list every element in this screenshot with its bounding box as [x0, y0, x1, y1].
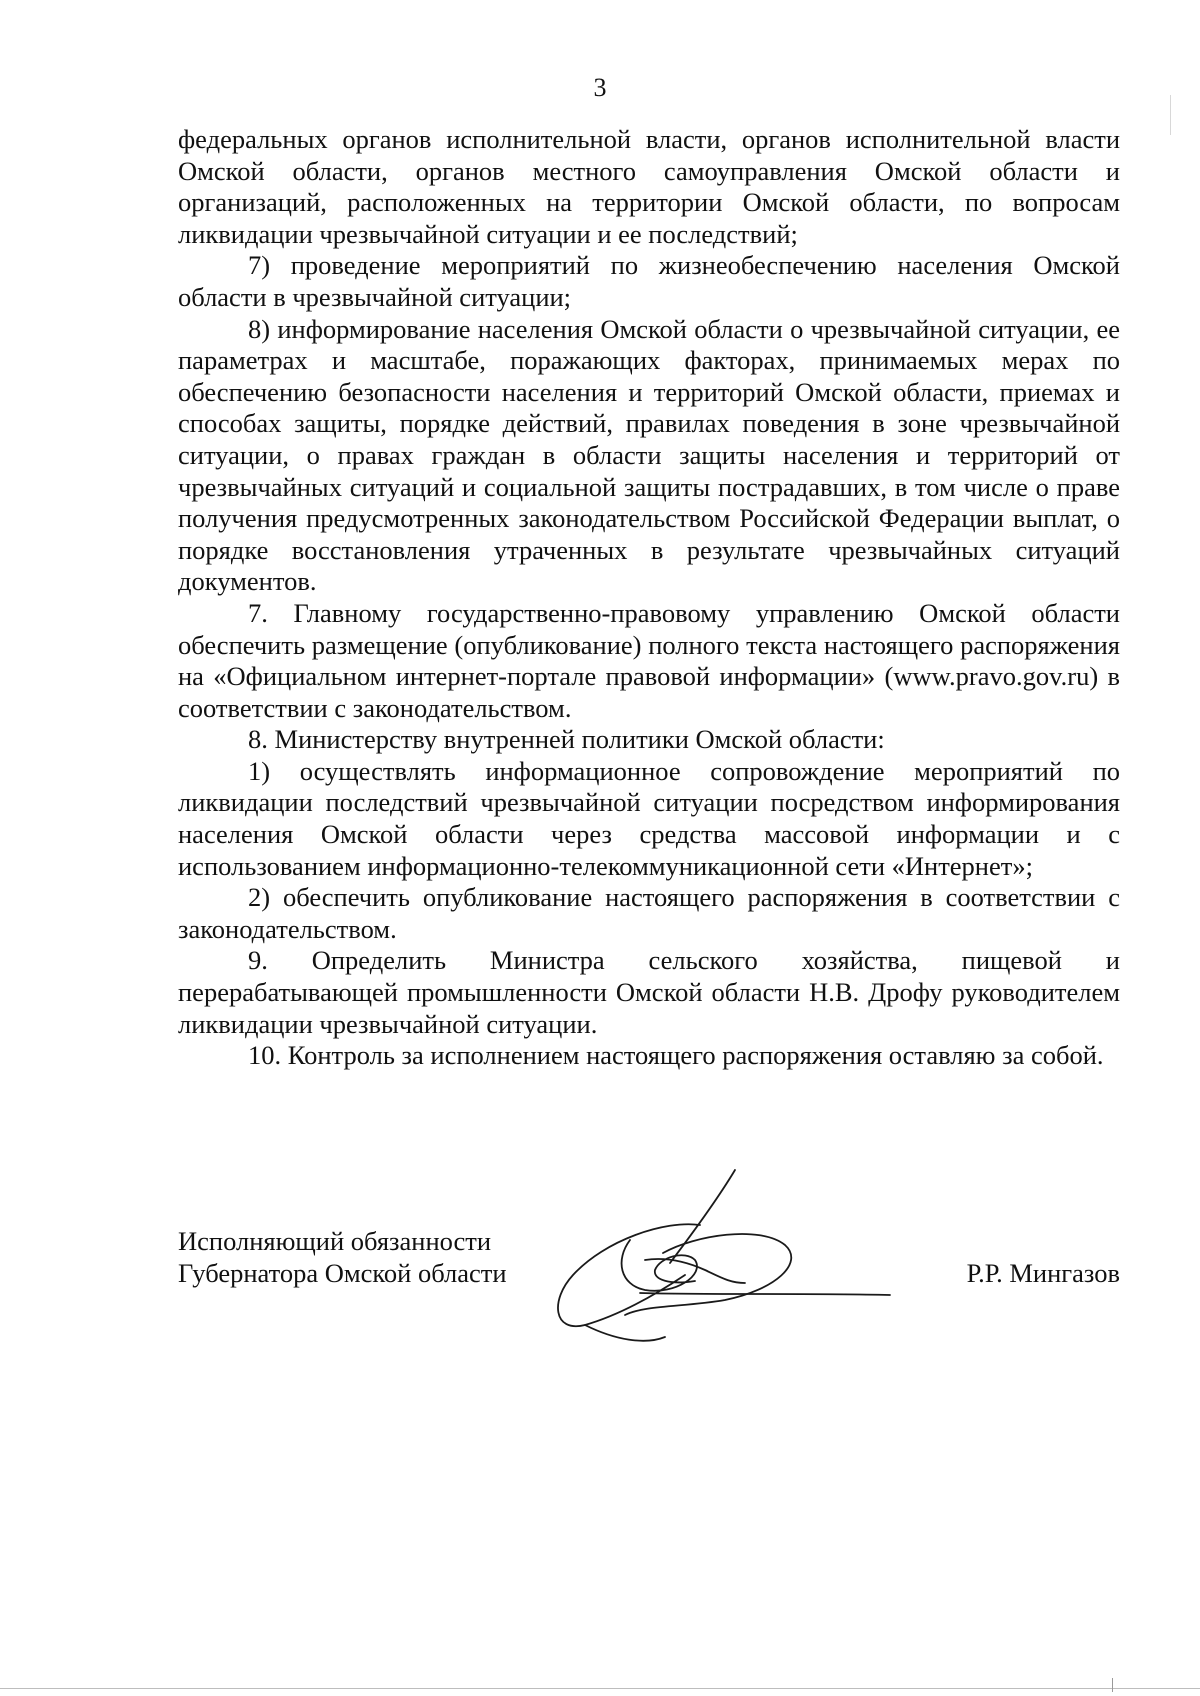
signature-stroke-slash — [670, 1170, 735, 1263]
paragraph-item-8-informing: 8) информирование населения Омской области о чрезвычайной ситуации, ее параметрах и масштабе, поражающих факторах, принимаемых мерах по обеспечению безопасности населения и территорий Омской области, приемах и способах защиты, порядке действий, правилах поведения в зоне чрезвычайной ситуации, о правах граждан в области защиты населения и территорий от чрезвычайных ситуаций и социальной защиты пострадавших, в том числе о праве получения предусмотренных законодательством Российской Федерации выплат, о порядке восстановления утраченных в результате чрезвычайных ситуаций документов. — [178, 313, 1120, 597]
paragraph-section-7: 7. Главному государственно-правовому управлению Омской области обеспечить размещение (опубликование) полного текста настоящего распоряжения на «Официальном интернет-портале правовой информации» (www.pravo.gov.ru) в соответствии с законодательством. — [178, 597, 1120, 723]
page-number: 3 — [593, 73, 607, 102]
signature-stroke-body — [622, 1240, 697, 1291]
paragraph-section-8-item-1: 1) осуществлять информационное сопровождение мероприятий по ликвидации последствий чрезвычайной ситуации посредством информирования населения Омской области через средства массовой информации и с использованием информационно-телекоммуникационной сети «Интернет»; — [178, 755, 1120, 881]
signatory-name: Р.Р. Мингазов — [966, 1258, 1120, 1288]
paragraph-section-9: 9. Определить Министра сельского хозяйства, пищевой и перерабатывающей промышленности Омской области Н.В. Дрофу руководителем ликвидации чрезвычайной ситуации. — [178, 945, 1120, 1039]
paragraph-section-8-item-2: 2) обеспечить опубликование настоящего распоряжения в соответствии с законодательством. — [178, 882, 1120, 944]
scan-bottom-edge — [0, 1688, 1200, 1689]
signatory-title-line-1: Исполняющий обязанности — [178, 1226, 492, 1256]
signature-stroke-swirl — [625, 1234, 791, 1315]
scan-edge-mark — [1170, 95, 1171, 135]
paragraph-continuation: федеральных органов исполнительной власти, органов исполнительной власти Омской области, органов местного самоуправления Омской области и организаций, расположенных на территории Омской области, по вопросам ликвидации чрезвычайной ситуации и ее последствий; — [178, 124, 1120, 249]
signatory-title — [178, 1225, 507, 1289]
paragraph-item-7-life-support: 7) проведение мероприятий по жизнеобеспечению населения Омской области в чрезвычайной ситуации; — [178, 250, 1120, 312]
document-body — [178, 124, 1120, 1072]
handwritten-signature — [545, 1165, 945, 1350]
signatory-title-line-2: Губернатора Омской области — [178, 1258, 507, 1288]
paragraph-section-10: 10. Контроль за исполнением настоящего распоряжения оставляю за собой. — [248, 1040, 1104, 1071]
scan-bottom-tick — [1112, 1678, 1113, 1692]
signature-stroke-tail — [585, 1325, 665, 1341]
paragraph-section-8: 8. Министерству внутренней политики Омской области: — [248, 724, 885, 755]
signature-stroke-loop — [558, 1224, 700, 1326]
signature-stroke-underline — [640, 1293, 890, 1295]
